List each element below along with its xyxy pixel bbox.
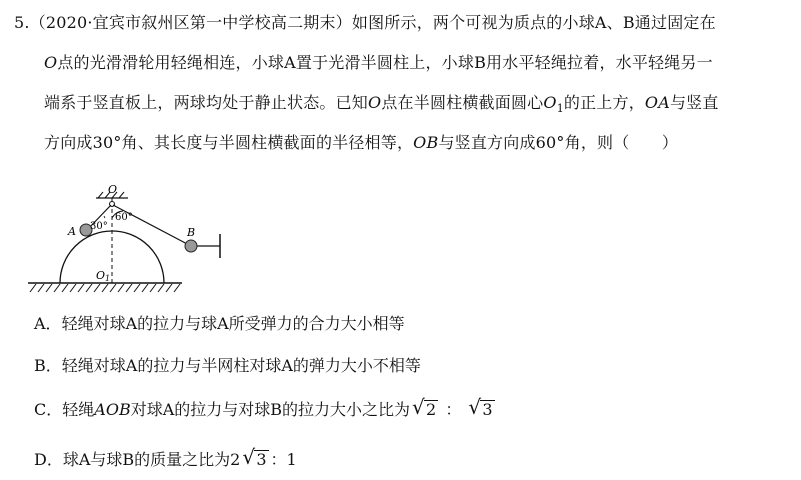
option-c-colon: ： — [445, 400, 462, 419]
question-text-1: 如图所示，两个可视为质点的小球A、B通过固定在 — [351, 13, 716, 32]
point-o: O — [44, 53, 58, 72]
radical-sign-icon: √ — [468, 395, 482, 419]
option-d-tail: ：1 — [270, 450, 297, 469]
radicand-3: 3 — [482, 400, 493, 419]
ball-b — [185, 240, 197, 252]
sqrt-3 — [242, 445, 268, 469]
question-number: 5. — [14, 13, 30, 32]
option-a-letter: A． — [34, 314, 62, 333]
sqrt-2 — [412, 395, 438, 419]
sqrt-3 — [468, 395, 494, 419]
question-text-3d: 与竖直 — [669, 93, 719, 112]
radicand-2: 2 — [426, 400, 437, 419]
question-text-3c: 的正上方， — [563, 93, 645, 112]
question-text-3b: 点在半圆柱横截面圆心 — [381, 93, 544, 112]
angle-30-arc — [104, 216, 105, 218]
label-o: O — [108, 183, 118, 196]
point-o: O — [368, 93, 382, 112]
question-text-4b: 与竖直方向成60°角，则（ ） — [438, 133, 679, 152]
label-b: B — [187, 226, 196, 239]
option-c-letter: C． — [34, 400, 63, 419]
question-source: （2020·宜宾市叙州区第一中学校高二期末） — [29, 13, 352, 32]
question-line-1 — [14, 10, 716, 33]
question-text-2: 点的光滑滑轮用轻绳相连，小球A置于光滑半圆柱上，小球B用水平轻绳拉着，水平轻绳另一 — [57, 53, 713, 72]
segment-ob: OB — [413, 133, 439, 152]
question-text-4a: 方向成30°角、其长度与半圆柱横截面的半径相等， — [44, 133, 414, 152]
label-angle-30: 30° — [90, 221, 108, 232]
question-line-2 — [44, 50, 713, 73]
option-b-letter: B． — [34, 356, 62, 375]
option-a — [34, 311, 405, 334]
option-a-text: 轻绳对球A的拉力与球A所受弹力的合力大小相等 — [61, 314, 405, 333]
option-b-text: 轻绳对球A的拉力与半网柱对球A的弹力大小不相等 — [61, 356, 421, 375]
option-b — [34, 353, 421, 376]
question-line-4 — [44, 130, 678, 153]
label-angle-60: 60° — [115, 212, 133, 223]
option-c — [34, 397, 497, 420]
ground-hatch — [30, 284, 180, 292]
option-d-pre: 球A与球B的质量之比为 — [62, 450, 231, 469]
label-o1: O1 — [96, 269, 111, 283]
physics-figure — [24, 180, 244, 300]
segment-oa: OA — [644, 93, 670, 112]
point-o1-subscript: 1 — [556, 102, 564, 116]
question-line-3 — [44, 90, 719, 115]
radical-sign-icon: √ — [412, 395, 425, 419]
label-a: A — [68, 225, 76, 238]
point-o1: O — [543, 93, 557, 112]
option-d — [34, 447, 297, 470]
radicand-3: 3 — [256, 450, 267, 469]
question-text-3a: 端系于竖直板上，两球均处于静止状态。已知 — [44, 93, 369, 112]
option-c-pre: 轻绳 — [62, 400, 95, 419]
option-c-mid: 对球A的拉力与对球B的拉力大小之比为 — [130, 400, 411, 419]
radical-sign-icon: √ — [242, 445, 256, 469]
option-c-aob: AOB — [94, 400, 131, 419]
option-d-coef: 2 — [230, 450, 241, 469]
option-d-letter: D． — [34, 450, 63, 469]
